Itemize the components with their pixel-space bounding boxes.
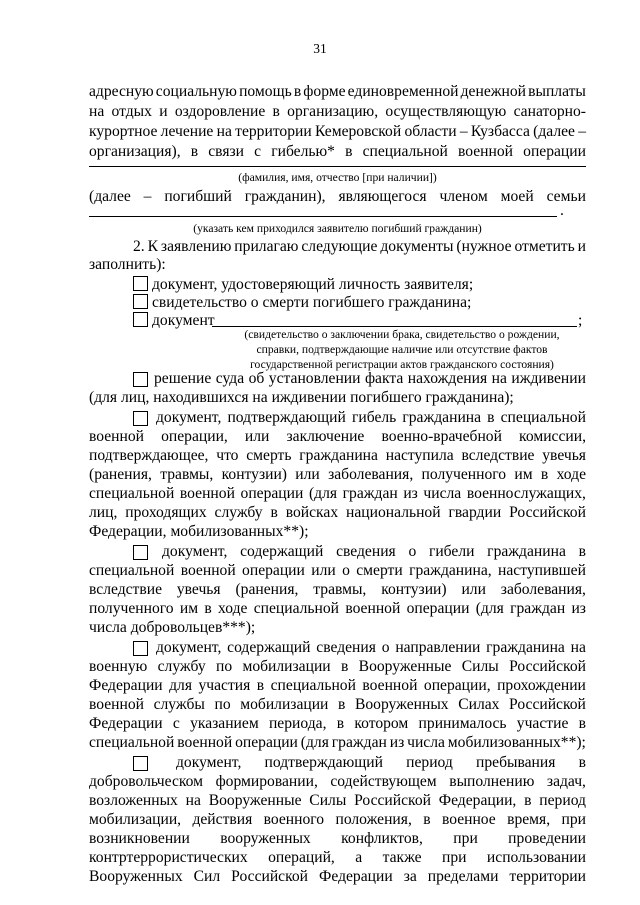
- word: прохождении: [497, 677, 586, 694]
- word: (далее: [89, 188, 131, 205]
- word: вследствие: [461, 447, 535, 464]
- word: заболевания,: [500, 581, 586, 598]
- relation-caption: (указать кем приходился заявителю погибший гражданин): [193, 222, 482, 235]
- text-line: [89, 485, 586, 503]
- checkbox[interactable]: [133, 411, 148, 426]
- word: по: [215, 658, 233, 675]
- word: в: [270, 504, 278, 521]
- text-line: [89, 447, 586, 465]
- word: смерть: [246, 447, 292, 464]
- word: из: [571, 600, 586, 617]
- text-line: [89, 792, 586, 810]
- other-document-caption: (свидетельство о заключении брака, свидетельство о рождении,: [244, 328, 560, 341]
- word: содействующем: [330, 773, 437, 790]
- word: операции: [240, 485, 304, 502]
- word: в: [340, 658, 349, 675]
- word: национальной: [346, 504, 441, 521]
- word: для: [169, 677, 193, 694]
- word: о: [408, 543, 417, 560]
- text-line: [89, 811, 586, 829]
- item-death-confirmation[interactable]: [133, 409, 586, 427]
- word: –: [578, 123, 586, 140]
- word: Российской: [509, 658, 586, 675]
- word: Сил: [193, 868, 221, 885]
- word: добровольческом: [89, 773, 204, 790]
- word: Силах: [458, 696, 500, 713]
- word: Вооруженных: [89, 868, 183, 885]
- word: при: [442, 849, 467, 866]
- word: Российской: [509, 696, 586, 713]
- word: документы: [380, 238, 454, 255]
- word: заявлению: [160, 238, 232, 255]
- word: военного: [263, 811, 325, 828]
- word: котором: [354, 715, 409, 732]
- section-2-heading-cont: заполнить):: [89, 256, 166, 273]
- word: использовании: [486, 849, 586, 866]
- word: в: [338, 696, 346, 713]
- word: Федерации: [89, 677, 163, 694]
- text-line: [89, 103, 586, 121]
- word: числа: [423, 485, 462, 502]
- word: подтверждающий: [227, 409, 346, 426]
- text-line: [89, 658, 586, 676]
- word: в: [524, 792, 532, 809]
- word: войсках: [285, 504, 339, 521]
- word: об: [248, 370, 265, 387]
- word: в: [540, 466, 549, 483]
- word: наступившей: [498, 562, 586, 579]
- word: лиц,: [89, 504, 118, 521]
- word: что: [216, 447, 239, 464]
- word: службу: [214, 504, 263, 521]
- word: военной: [458, 143, 514, 160]
- word: гражданина: [486, 639, 565, 656]
- other-document-caption: справки, подтверждающие наличие или отсутствие фактов: [256, 343, 548, 356]
- item-death-certificate[interactable]: свидетельство о смерти погибшего гражданина;: [133, 294, 471, 312]
- word: задач,: [546, 773, 586, 790]
- word: выплаты: [528, 83, 586, 100]
- word: иждивении: [511, 370, 586, 387]
- word: участия: [198, 677, 251, 694]
- word: вооруженных: [220, 830, 311, 847]
- checkbox[interactable]: [133, 372, 148, 387]
- word: являющегося: [338, 188, 427, 205]
- word: сведения: [336, 543, 396, 560]
- word: возникновении: [89, 830, 190, 847]
- word: Вооруженные: [208, 792, 302, 809]
- word: Вооруженные: [358, 658, 452, 675]
- word: территории: [509, 868, 586, 885]
- word: гражданина: [487, 543, 566, 560]
- word: –: [459, 123, 468, 140]
- word: из: [389, 734, 405, 751]
- word: в: [204, 600, 212, 617]
- word: гибель: [351, 409, 397, 426]
- word: (для: [300, 734, 329, 751]
- word: территории: [235, 123, 312, 140]
- word: граждан: [510, 600, 566, 617]
- word: также: [382, 849, 422, 866]
- word: гвардии: [448, 504, 502, 521]
- word: проведении: [508, 830, 586, 847]
- text-line: [89, 466, 586, 484]
- other-document-caption: государственной регистрации актов гражданского состояния): [250, 358, 554, 371]
- word: направлении: [395, 639, 481, 656]
- word: прилагаю: [234, 238, 299, 255]
- word: с: [172, 715, 180, 732]
- word: время,: [507, 811, 551, 828]
- word: суда: [215, 370, 245, 387]
- word: гражданина,: [409, 562, 492, 579]
- page-number: 31: [313, 41, 327, 56]
- word: операции: [242, 562, 305, 579]
- word: травмы,: [313, 581, 367, 598]
- word: операции,: [423, 677, 491, 694]
- text-line: [89, 849, 586, 867]
- word: (нужное: [456, 238, 512, 255]
- relation-blank-line: [89, 216, 557, 217]
- item-mobilization[interactable]: [133, 639, 586, 657]
- word: мобилизации: [240, 696, 329, 713]
- text-line: [89, 830, 586, 848]
- checkbox[interactable]: [133, 641, 148, 656]
- word: военной: [179, 485, 235, 502]
- text-line: [89, 428, 586, 446]
- word: граждан: [342, 485, 398, 502]
- word: организацию,: [287, 103, 379, 120]
- word: военной: [89, 696, 144, 713]
- word: в: [293, 83, 302, 100]
- text-line: [89, 677, 586, 695]
- word: моей: [500, 188, 534, 205]
- word: военной: [180, 562, 236, 579]
- word: социальную: [155, 83, 237, 100]
- item-volunteer-period[interactable]: [133, 754, 586, 772]
- word: на: [89, 103, 105, 120]
- word: гибели: [428, 543, 475, 560]
- word: в: [272, 103, 280, 120]
- word: Силы: [461, 658, 499, 675]
- word: в: [256, 677, 265, 694]
- word: следующие: [301, 238, 378, 255]
- word: контузии): [381, 581, 447, 598]
- text-line: [89, 123, 586, 141]
- word: специальной: [89, 734, 175, 751]
- word: Вооруженных: [354, 696, 449, 713]
- word: и: [577, 238, 586, 255]
- word: конфликтов,: [341, 830, 423, 847]
- word: документ,: [156, 409, 222, 426]
- word: в: [345, 143, 353, 160]
- text-line: [89, 696, 586, 714]
- word: содержащий: [227, 639, 311, 656]
- word: военной: [362, 677, 418, 694]
- word: комиссии,: [519, 428, 586, 445]
- word: военную: [89, 658, 148, 675]
- word: специальной: [362, 143, 448, 160]
- word: травмы,: [160, 466, 214, 483]
- word: военнослужащих,: [466, 485, 586, 502]
- word: связи: [208, 143, 245, 160]
- word: на: [216, 123, 232, 140]
- word: специальной: [500, 409, 586, 426]
- checkbox[interactable]: [133, 545, 148, 560]
- word: операции: [523, 143, 586, 160]
- word: документ,: [156, 639, 222, 656]
- word: или: [295, 466, 320, 483]
- section-2-heading: [133, 238, 586, 256]
- word: области: [404, 123, 457, 140]
- word: Федерации: [89, 715, 163, 732]
- word: и: [159, 103, 168, 120]
- text-line: [89, 562, 586, 580]
- word: 2.: [133, 238, 145, 255]
- word: числа: [407, 734, 445, 751]
- word: заключение: [286, 428, 365, 445]
- word: специальной: [253, 600, 340, 617]
- word: на: [185, 792, 201, 809]
- word: Кемеровской: [314, 123, 402, 140]
- word: специальной: [89, 562, 175, 579]
- word: установлении: [268, 370, 361, 387]
- word: период: [539, 792, 586, 809]
- word: К: [147, 238, 159, 255]
- word: ходе: [218, 600, 248, 617]
- word: возложенных: [89, 792, 178, 809]
- word: гражданина: [402, 409, 482, 426]
- word: мобилизации,: [89, 811, 182, 828]
- word: документ,: [176, 754, 242, 771]
- word: Российской: [509, 504, 586, 521]
- word: проходящих: [125, 504, 207, 521]
- word: или: [311, 562, 336, 579]
- word: контртеррористических: [89, 849, 248, 866]
- word: специальной: [89, 485, 175, 502]
- word: выполнению: [449, 773, 535, 790]
- checkbox[interactable]: [133, 756, 148, 771]
- word: участие: [516, 715, 569, 732]
- word: денежной: [460, 83, 527, 100]
- word: оздоровление: [174, 103, 266, 120]
- word: операции: [235, 734, 298, 751]
- word: операции,: [161, 428, 228, 445]
- word: военное: [441, 811, 496, 828]
- text-line: (для лиц, находившихся на иждивении погибшего гражданина);: [89, 389, 514, 406]
- word: на: [570, 639, 586, 656]
- word: курортное: [89, 123, 158, 140]
- word: пределами: [427, 868, 499, 885]
- word: полученного: [421, 466, 507, 483]
- word: нахождения: [407, 370, 488, 387]
- word: положения,: [335, 811, 412, 828]
- word: ходе: [556, 466, 586, 483]
- word: периода,: [268, 715, 327, 732]
- text-line: числа добровольцев***);: [89, 619, 256, 636]
- item-volunteer-death[interactable]: [133, 543, 586, 561]
- word: военно-врачебной: [381, 428, 502, 445]
- word: Российской: [354, 792, 431, 809]
- word: службы: [153, 696, 205, 713]
- word: наступила: [385, 447, 454, 464]
- word: в: [190, 143, 199, 160]
- word: военной: [89, 428, 144, 445]
- word: указанием: [190, 715, 259, 732]
- checkbox[interactable]: [133, 312, 148, 327]
- word: о: [381, 639, 390, 656]
- word: подтверждающее,: [89, 447, 209, 464]
- checkbox[interactable]: [133, 294, 148, 309]
- word: Российской: [231, 868, 309, 885]
- text-line: [89, 600, 586, 618]
- text-line: [89, 715, 586, 733]
- word: осуществляющую: [385, 103, 507, 120]
- word: смерти: [356, 562, 403, 579]
- word: (далее: [533, 123, 575, 140]
- word: мобилизации: [242, 658, 331, 675]
- item-identity-doc[interactable]: документ, удостоверяющий личность заявителя;: [133, 276, 473, 294]
- word: по: [214, 696, 231, 713]
- word: (для: [308, 485, 338, 502]
- word: на: [491, 370, 507, 387]
- word: специальной: [270, 677, 356, 694]
- word: им: [179, 600, 199, 617]
- word: единовременной: [347, 83, 459, 100]
- word: при: [561, 811, 586, 828]
- word: им: [514, 466, 533, 483]
- word: факта: [364, 370, 404, 387]
- text-line: [89, 188, 586, 206]
- word: отдых: [111, 103, 152, 120]
- word: в: [487, 409, 495, 426]
- word: сведения: [316, 639, 376, 656]
- word: в: [578, 543, 586, 560]
- text-line: [89, 143, 586, 161]
- word: формировании,: [215, 773, 318, 790]
- word: гражданина: [299, 447, 378, 464]
- word: военной: [345, 600, 401, 617]
- text-line: [89, 868, 586, 886]
- item-other-document[interactable]: документ: [133, 312, 215, 330]
- word: полученного: [89, 600, 174, 617]
- text-line: [89, 504, 586, 522]
- word: пребывания: [476, 754, 556, 771]
- word: организация),: [89, 143, 181, 160]
- word: Силы: [309, 792, 347, 809]
- word: а: [355, 849, 363, 866]
- word: или: [244, 428, 270, 445]
- word: контузии): [221, 466, 287, 483]
- text-line: Федерации, мобилизованных**);: [89, 523, 309, 540]
- text-line: [89, 83, 586, 101]
- fio-blank-line: [89, 166, 586, 167]
- word: операций,: [268, 849, 335, 866]
- word: членом: [439, 188, 488, 205]
- word: операции: [406, 600, 470, 617]
- word: увечья: [176, 581, 221, 598]
- word: помощь: [239, 83, 292, 100]
- word: заболевания,: [328, 466, 414, 483]
- word: –: [143, 188, 152, 205]
- word: отметить: [514, 238, 575, 255]
- word: при: [453, 830, 478, 847]
- word: военной: [177, 734, 233, 751]
- text-line: [89, 581, 586, 599]
- text-line: [89, 734, 586, 752]
- word: о: [342, 562, 350, 579]
- word: увечья: [542, 447, 586, 464]
- word: с: [254, 143, 262, 160]
- other-document-blank-line: [212, 326, 577, 327]
- word: службу: [157, 658, 206, 675]
- word: граждан: [331, 734, 387, 751]
- word: (для: [475, 600, 504, 617]
- word: период: [406, 754, 453, 771]
- word: в: [578, 715, 586, 732]
- word: решение: [154, 370, 212, 387]
- word: за: [403, 868, 417, 885]
- word: санаторно-: [513, 103, 586, 120]
- word: (ранения,: [235, 581, 299, 598]
- word: Федерации,: [438, 792, 517, 809]
- fio-caption: (фамилия, имя, отчество [при наличии]): [238, 171, 437, 184]
- word: в: [336, 715, 345, 732]
- word: подтверждающий: [264, 754, 383, 771]
- word: гибелью*: [271, 143, 335, 160]
- word: погибший: [164, 188, 232, 205]
- word: гражданин),: [244, 188, 326, 205]
- text-line: [89, 773, 586, 791]
- word: лечение: [160, 123, 214, 140]
- word: содержащий: [240, 543, 324, 560]
- word: в: [578, 754, 586, 771]
- word: из: [403, 485, 418, 502]
- word: или: [461, 581, 486, 598]
- word: мобилизованных**);: [447, 734, 586, 751]
- word: документ,: [162, 543, 228, 560]
- item-court-decision[interactable]: [133, 370, 586, 388]
- word: действия: [192, 811, 253, 828]
- word: семьи: [546, 188, 586, 205]
- word: вследствие: [89, 581, 162, 598]
- word: принималось: [418, 715, 507, 732]
- word: адресную: [89, 83, 154, 100]
- checkbox[interactable]: [133, 276, 148, 291]
- word: (ранения,: [89, 466, 152, 483]
- word: Кузбасса: [470, 123, 530, 140]
- word: в: [423, 811, 431, 828]
- word: форме: [303, 83, 346, 100]
- word: Федерации: [319, 868, 393, 885]
